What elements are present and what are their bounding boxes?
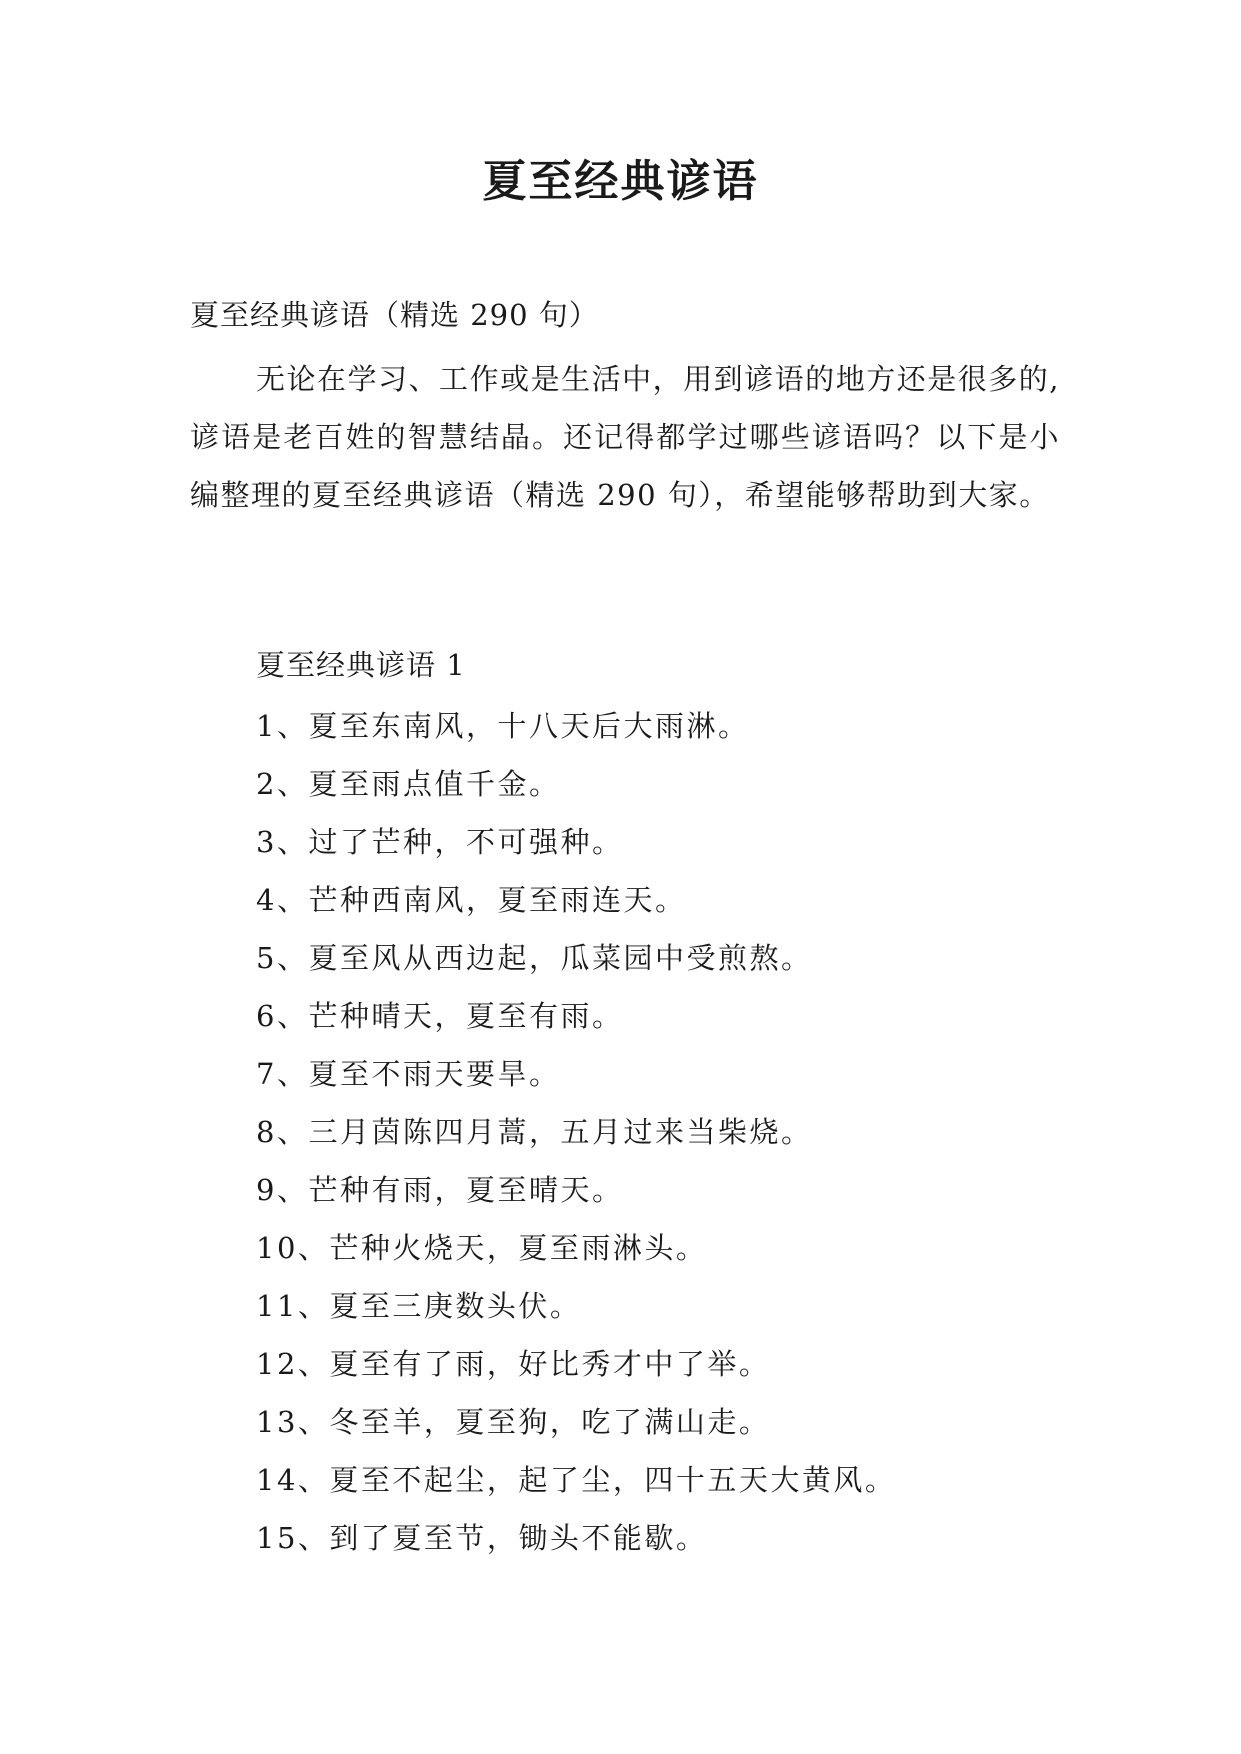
- proverb-item: 11、夏至三庚数头伏。: [256, 1289, 582, 1323]
- document-title: 夏至经典谚语: [482, 156, 759, 207]
- document-subtitle: 夏至经典谚语（精选 290 句）: [190, 298, 599, 332]
- proverb-item: 10、芒种火烧天，夏至雨淋头。: [256, 1231, 708, 1265]
- proverb-item: 3、过了芒种，不可强种。: [256, 825, 624, 859]
- section-heading: 夏至经典谚语 1: [256, 648, 466, 682]
- proverb-item: 9、芒种有雨，夏至晴天。: [256, 1173, 624, 1207]
- proverb-item: 15、到了夏至节，锄头不能歇。: [256, 1521, 708, 1555]
- proverb-item: 14、夏至不起尘，起了尘，四十五天大黄风。: [256, 1463, 897, 1497]
- proverb-item: 1、夏至东南风，十八天后大雨淋。: [256, 709, 750, 743]
- proverb-item: 7、夏至不雨天要旱。: [256, 1057, 561, 1091]
- proverb-item: 8、三月茵陈四月蒿，五月过来当柴烧。: [256, 1115, 813, 1149]
- proverb-list: [256, 697, 896, 1567]
- proverb-item: 2、夏至雨点值千金。: [256, 767, 561, 801]
- proverb-item: 5、夏至风从西边起，瓜菜园中受煎熬。: [256, 941, 813, 975]
- intro-paragraph: 无论在学习、工作或是生活中，用到谚语的地方还是很多的,谚语是老百姓的智慧结晶。还记得都学过哪些谚语吗？以下是小编整理的夏至经典谚语（精选 290 句），希望能够帮助到大家。: [190, 362, 1060, 512]
- proverb-item: 4、芒种西南风，夏至雨连天。: [256, 883, 687, 917]
- proverb-item: 13、冬至羊，夏至狗，吃了满山走。: [256, 1405, 771, 1439]
- proverb-item: 6、芒种晴天，夏至有雨。: [256, 999, 624, 1033]
- proverb-item: 12、夏至有了雨，好比秀才中了举。: [256, 1347, 771, 1381]
